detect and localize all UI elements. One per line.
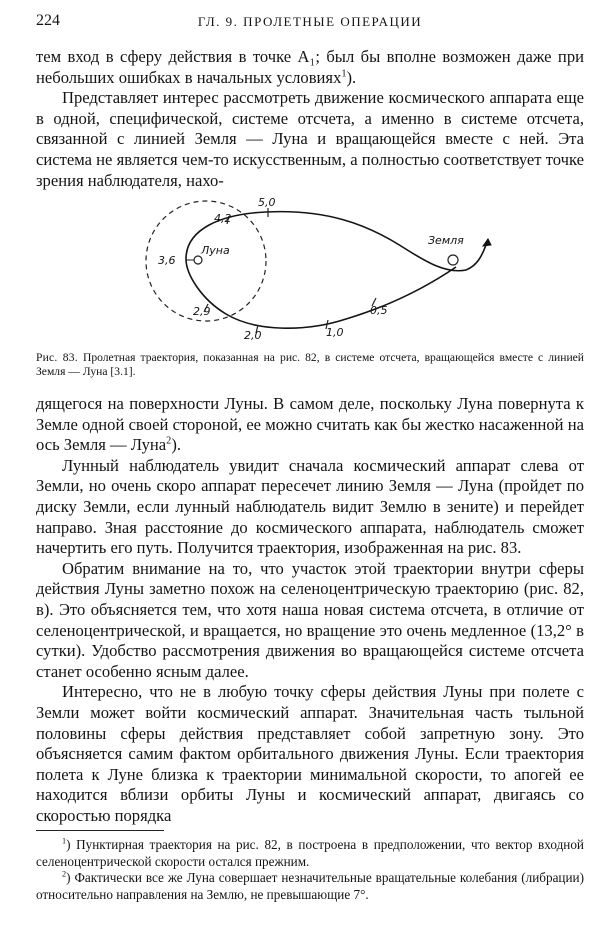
paragraph-3: дящегося на поверхности Луны. В самом деле, поскольку Луна повернута к Земле одной своей стороной, ее можно считать как бы жестко насаженной на ось Земля — Луна$^2$).	[36, 394, 584, 455]
paragraph-4: Лунный наблюдатель увидит сначала космический аппарат слева от Земли, но очень скоро аппарат пересечет линию Земля — Луна (пройдет по диску Земли, если лунный наблюдатель видит Землю в зените) и перейдет направо. Зная расстояние до космического аппарата, наблюдатель сможет начертить его путь. Получится траектория, изображенная на рис. 83.	[36, 455, 584, 558]
caption-text: Пролетная траектория, показанная на рис. 82, в системе отсчета, вращающейся вместе с линией Земля — Луна [3.1].	[36, 351, 584, 378]
trajectory-path	[186, 212, 488, 329]
caption-lead: Рис. 83.	[36, 351, 78, 364]
earth-marker	[448, 255, 458, 265]
page-number: 224	[36, 12, 60, 29]
footnotes	[36, 837, 584, 903]
time-label-2-9: 2,9	[193, 305, 211, 318]
running-title: ГЛ. 9. ПРОЛЕТНЫЕ ОПЕРАЦИИ	[197, 14, 423, 29]
footnote-divider	[36, 830, 164, 831]
earth-label: Земля	[428, 234, 464, 247]
footnote-2: $^2$) Фактически все же Луна совершает незначительные вращательные колебания (либрации) относительно направления на Землю, не превышающие 7°.	[36, 869, 584, 902]
footnote-ref-1: 1	[341, 68, 347, 80]
text-block-bottom	[36, 394, 584, 826]
paragraph-2: Представляет интерес рассмотреть движение космического аппарата еще в одной, специфической, системе отсчета, а именно в системе отсчета, связанной с линией Земля — Луна и вращающейся вместе с ней. Эта система не является чем-то искусственным, а полностью соответствует точке зрения наблюдателя, нахо-	[36, 88, 584, 190]
moon-label: Луна	[201, 244, 230, 257]
figure-83	[36, 184, 584, 354]
text-block-top	[36, 47, 584, 191]
direction-arrow-icon	[483, 239, 491, 246]
page-header	[36, 10, 584, 34]
time-label-4-2: 4,2	[214, 212, 232, 225]
time-label-5-0: 5,0	[258, 196, 276, 209]
figure-caption	[36, 351, 584, 379]
trajectory-diagram	[36, 184, 584, 354]
time-label-0-5: 0,5	[370, 304, 388, 317]
paragraph-5: Обратим внимание на то, что участок этой траектории внутри сферы действия Луны заметно похож на селеноцентрическую траекторию (рис. 82, в). Это объясняется тем, что хотя наша новая система отсчета, в отличие от селеноцентрической, и вращается, но вращение это очень медленное (13,2° в сутки). Удобство рассмотрения движения во вращающейся системе отсчета станет особенно ясным далее.	[36, 558, 584, 681]
footnote-1: $^1$) Пунктирная траектория на рис. 82, в построена в предположении, что вектор входной селеноцентрической скорости остался прежним.	[36, 836, 584, 869]
moon-marker	[194, 256, 202, 264]
time-label-1-0: 1,0	[326, 326, 344, 339]
footnote-ref-2: 2	[166, 435, 172, 447]
paragraph-1: тем вход в сферу действия в точке A₁; был бы вполне возможен даже при небольших ошибках в начальных условиях$^1$).	[36, 47, 584, 87]
paragraph-6: Интересно, что не в любую точку сферы действия Луны при полете с Земли может войти космический аппарат. Значительная часть тыльной половины сферы действия представляет собой запретную зону. Это объясняется самим фактом орбитального движения Луны. Если траектория полета к Луне близка к траектории минимальной скорости, то апогей ее находится вблизи орбиты Луны и космический аппарат, двигаясь со скоростью порядка	[36, 682, 584, 825]
time-label-2-0: 2,0	[244, 329, 262, 342]
time-label-3-6: 3,6	[158, 254, 176, 267]
